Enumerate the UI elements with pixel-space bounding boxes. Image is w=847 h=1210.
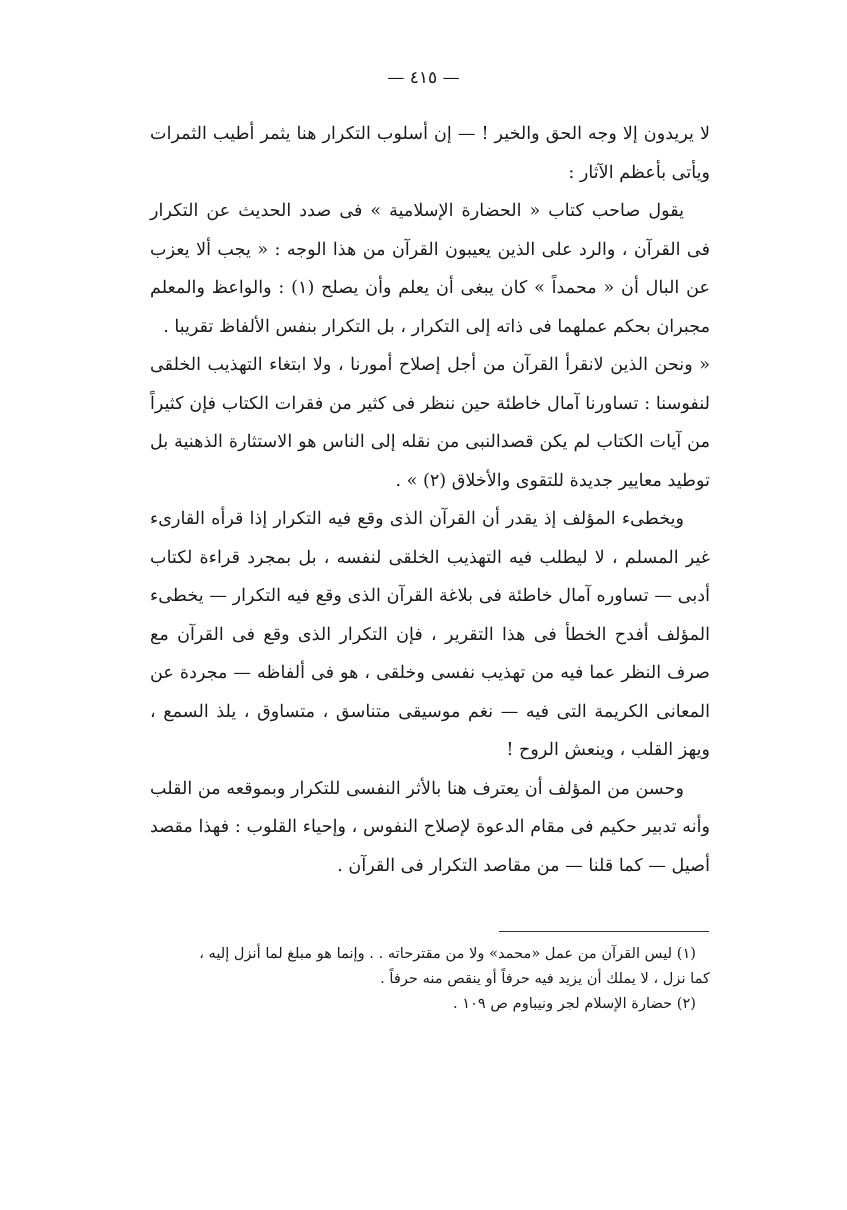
page-number: — ٤١٥ — — [387, 68, 460, 88]
footnote-divider — [499, 931, 709, 932]
footnote-1-line-2: كما نزل ، لا يملك أن يزيد فيه حرفاً أو ينقص منه حرفاً . — [380, 970, 710, 987]
paragraph-3: « ونحن الذين لانقرأ القرآن من أجل إصلاح أمورنا ، ولا ابتغاء التهذيب الخلقى لنفوسنا : تساورنا آمال خاطئة حين ننظر فى كثير من فقرات الكتاب فإن كثيراً من آيات الكتاب لم يكن قصدالنبى من نقله إلى الناس هو الاستثارة الذهنية بل توطيد معايير جديدة للتقوى والأخلاق (٢) » . — [150, 355, 710, 491]
paragraph-4: ويخطىء المؤلف إذ يقدر أن القرآن الذى وقع فيه التكرار إذا قرأه القارىء غير المسلم ، لا ليطلب فيه التهذيب الخلقى لنفسه ، بل بمجرد قراءة لكتاب أدبى — تساوره آمال خاطئة فى بلاغة القرآن الذى وقع فيه التكرار — يخطىء المؤلف أفدح الخطأ فى هذا التقرير ، فإن التكرار الذى وقع فى القرآن مع صرف النظر عما فيه من تهذيب نفسى وخلقى ، هو فى ألفاظه — مجردة عن المعانى الكريمة التى فيه — نغم موسيقى متناسق ، متساوق ، يلذ السمع ، ويهز القلب ، وينعش الروح ! — [150, 509, 710, 760]
footnote-1-line-1: (١) ليس القرآن من عمل «محمد» ولا من مقترحاته . . وإنما هو مبلغ لما أنزل إليه ، — [199, 945, 696, 962]
paragraph-5: وحسن من المؤلف أن يعترف هنا بالأثر النفسى للتكرار وبموقعه من القلب وأنه تدبير حكيم فى مقام الدعوة لإصلاح النفوس ، وإحياء القلوب : فهذا مقصد أصيل — كما قلنا — من مقاصد التكرار فى القرآن . — [150, 778, 710, 876]
footnote-2: (٢) حضارة الإسلام لجر ونيباوم ص ١٠٩ . — [452, 995, 696, 1012]
footnotes — [150, 941, 710, 1016]
paragraph-2: يقول صاحب كتاب « الحضارة الإسلامية » فى صدد الحديث عن التكرار فى القرآن ، والرد على الذين يعيبون القرآن من هذا الوجه : « يجب ألا يعزب عن البال أن « محمداً » كان يبغى أن يعلم وأن يصلح (١) : والواعظ والمعلم مجبران بحكم عملهما فى ذاته إلى التكرار ، بل التكرار بنفس الألفاظ تقريبا . — [150, 201, 710, 337]
main-text — [150, 115, 710, 885]
paragraph-1: لا يريدون إلا وجه الحق والخير ! — إن أسلوب التكرار هنا يثمر أطيب الثمرات ويأتى بأعظم الآثار : — [150, 124, 710, 183]
